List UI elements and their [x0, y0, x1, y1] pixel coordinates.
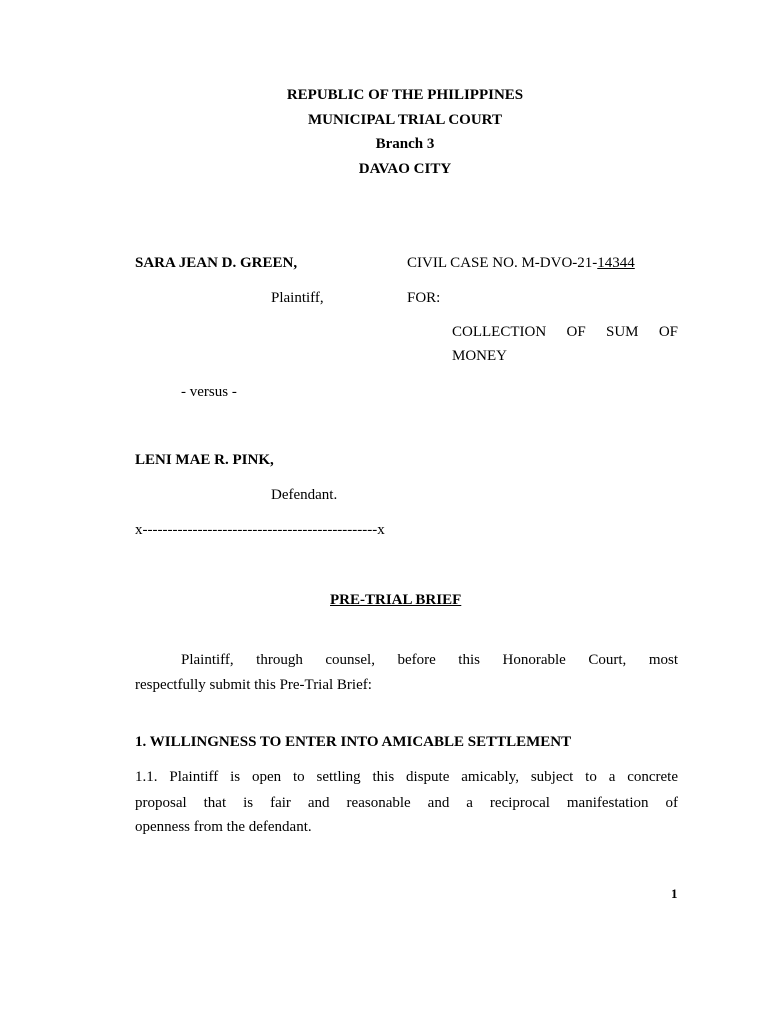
section1-heading: 1. WILLINGNESS TO ENTER INTO AMICABLE SETTLEMENT: [135, 734, 572, 750]
section1-line1: 1.1. Plaintiff is open to settling this dispute amicably, subject to a concrete: [135, 769, 678, 785]
section1-line2: proposal that is fair and reasonable and a reciprocal manifestation of: [135, 795, 678, 811]
document-title: PRE-TRIAL BRIEF: [330, 592, 462, 608]
case-nature-line2: MONEY: [452, 348, 507, 364]
intro-line1: Plaintiff, through counsel, before this Honorable Court, most: [181, 652, 678, 668]
page-number: 1: [671, 886, 678, 901]
plaintiff-role: Plaintiff,: [271, 290, 324, 306]
case-number: [407, 255, 635, 272]
defendant-name: LENI MAE R. PINK,: [135, 452, 274, 468]
header-branch: Branch 3: [375, 136, 435, 152]
case-number-prefix: CIVIL CASE NO. M-DVO-21-: [407, 255, 598, 271]
header-republic: REPUBLIC OF THE PHILIPPINES: [286, 87, 524, 103]
versus-text: - versus -: [181, 384, 237, 400]
case-number-value: 14344: [597, 255, 635, 271]
header-city: DAVAO CITY: [358, 161, 452, 177]
defendant-role: Defendant.: [271, 487, 338, 503]
for-label: FOR:: [407, 290, 441, 306]
plaintiff-name: SARA JEAN D. GREEN,: [135, 255, 298, 271]
case-nature-line1: COLLECTION OF SUM OF: [452, 324, 678, 340]
intro-line2: respectfully submit this Pre-Trial Brief:: [135, 677, 372, 693]
header-court: MUNICIPAL TRIAL COURT: [308, 112, 502, 128]
caption-separator: x-----------------------------------------------x: [135, 522, 385, 538]
section1-line3: openness from the defendant.: [135, 819, 312, 835]
